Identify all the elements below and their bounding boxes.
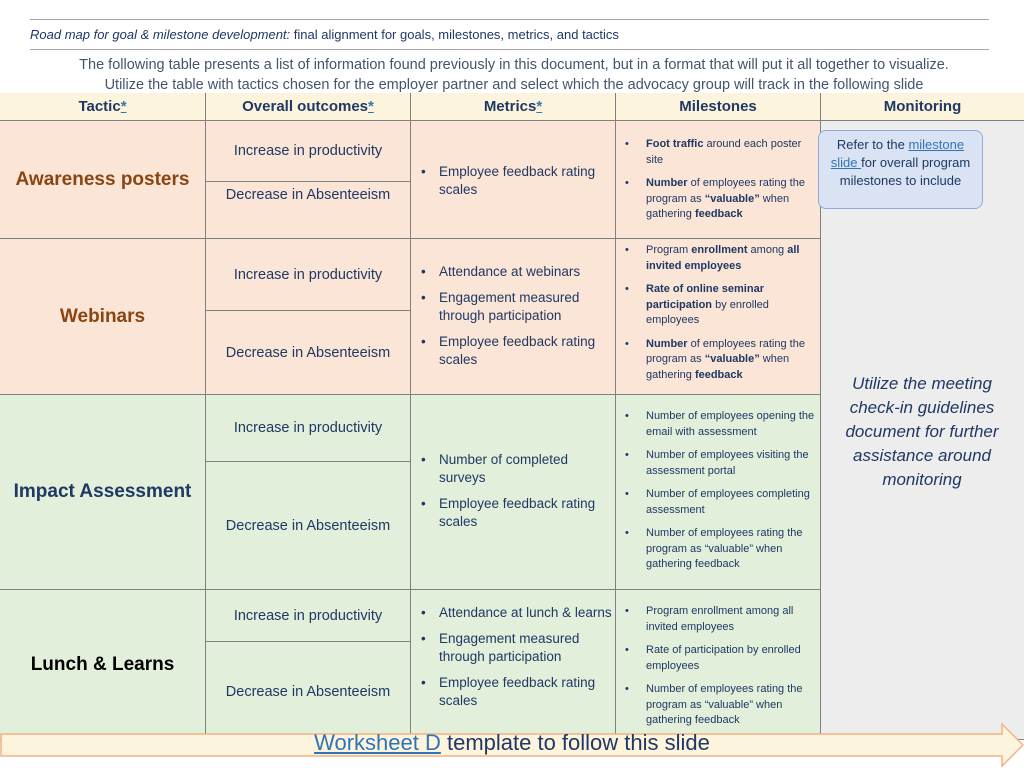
metric-item: • Employee feedback rating scales [411, 495, 615, 531]
milestone-item: • Number of employees visiting the assessment portal [616, 448, 820, 479]
metric-item: • Attendance at webinars [411, 263, 615, 281]
slide-title [30, 27, 619, 42]
milestones-cell [616, 395, 821, 590]
metrics-cell [411, 590, 616, 740]
intro-text [24, 55, 1004, 95]
intro-line-2: Utilize the table with tactics chosen for the employer partner and select which the advocacy group will track in the following slide [104, 77, 924, 93]
tactic-asterisk-link[interactable]: * [120, 98, 127, 115]
milestone-item: • Number of employees rating the program as “valuable” when gathering feedback [616, 526, 820, 573]
outcome-absenteeism: Decrease in Absenteeism [206, 462, 411, 590]
tactic-webinars: Webinars [0, 239, 206, 395]
tactic-impact-assessment: Impact Assessment [0, 395, 206, 590]
footer-text: Worksheet D template to follow this slide [314, 730, 710, 755]
column-header-milestones: Milestones [616, 93, 821, 121]
milestone-item: • Rate of participation by enrolled employees [616, 643, 820, 674]
intro-line-1: The following table presents a list of information found previously in this document, but in a format that will put it all together to visualize. [79, 57, 949, 73]
milestone-callout: Refer to the milestone slide for overall program milestones to include [818, 130, 983, 209]
metric-item: • Employee feedback rating scales [411, 674, 615, 710]
metric-item: • Engagement measured through participation [411, 630, 615, 666]
milestone-item: • Rate of online seminar participation by enrolled employees [616, 282, 820, 329]
outcome-productivity: Increase in productivity [206, 121, 411, 182]
metrics-cell [411, 121, 616, 239]
outcome-productivity: Increase in productivity [206, 590, 411, 642]
column-header-monitoring: Monitoring [821, 93, 1024, 121]
milestone-item: • Number of employees opening the email with assessment [616, 409, 820, 440]
tactic-lunch-and-learns: Lunch & Learns [0, 590, 206, 740]
outcome-productivity: Increase in productivity [206, 239, 411, 311]
column-header-outcomes: Overall outcomes * [206, 93, 411, 121]
outcomes-asterisk-link[interactable]: * [368, 98, 374, 115]
metric-item: • Employee feedback rating scales [411, 163, 615, 199]
worksheet-d-link[interactable]: Worksheet D [314, 730, 441, 755]
metrics-cell [411, 239, 616, 395]
milestone-item: • Number of employees rating the program as “valuable” when gathering feedback [616, 176, 820, 223]
milestone-item: • Program enrollment among all invited employees [616, 604, 820, 635]
milestone-item: • Foot traffic around each poster site [616, 137, 820, 168]
milestones-cell [616, 590, 821, 740]
metrics-asterisk-link[interactable]: * [536, 98, 543, 115]
top-rule [30, 19, 989, 20]
slide-title-italic: Road map for goal & milestone development: [30, 27, 291, 42]
metric-item: • Employee feedback rating scales [411, 333, 615, 369]
slide-title-rest: final alignment for goals, milestones, metrics, and tactics [290, 27, 619, 42]
column-header-tactic: Tactic * [0, 93, 206, 121]
outcome-absenteeism: Decrease in Absenteeism [206, 182, 411, 239]
milestone-item: • Number of employees rating the program as “valuable” when gathering feedback [616, 682, 820, 729]
outcome-productivity: Increase in productivity [206, 395, 411, 462]
metrics-cell [411, 395, 616, 590]
title-rule [30, 49, 989, 50]
metric-item: • Engagement measured through participation [411, 289, 615, 325]
milestones-cell [616, 121, 821, 239]
milestone-item: • Program enrollment among all invited employees [616, 243, 820, 274]
milestone-slide-link[interactable]: milestone slide [830, 137, 965, 170]
metric-item: • Number of completed surveys [411, 451, 615, 487]
monitoring-note: Utilize the meeting check-in guidelines document for further assistance around monitoring [845, 374, 999, 489]
column-header-metrics: Metrics * [411, 93, 616, 121]
outcome-absenteeism: Decrease in Absenteeism [206, 311, 411, 395]
tactic-awareness-posters: Awareness posters [0, 121, 206, 239]
milestones-cell [616, 239, 821, 395]
milestone-item: • Number of employees completing assessment [616, 487, 820, 518]
outcome-absenteeism: Decrease in Absenteeism [206, 642, 411, 740]
metric-item: • Attendance at lunch & learns [411, 604, 615, 622]
milestone-item: • Number of employees rating the program as “valuable” when gathering feedback [616, 337, 820, 384]
